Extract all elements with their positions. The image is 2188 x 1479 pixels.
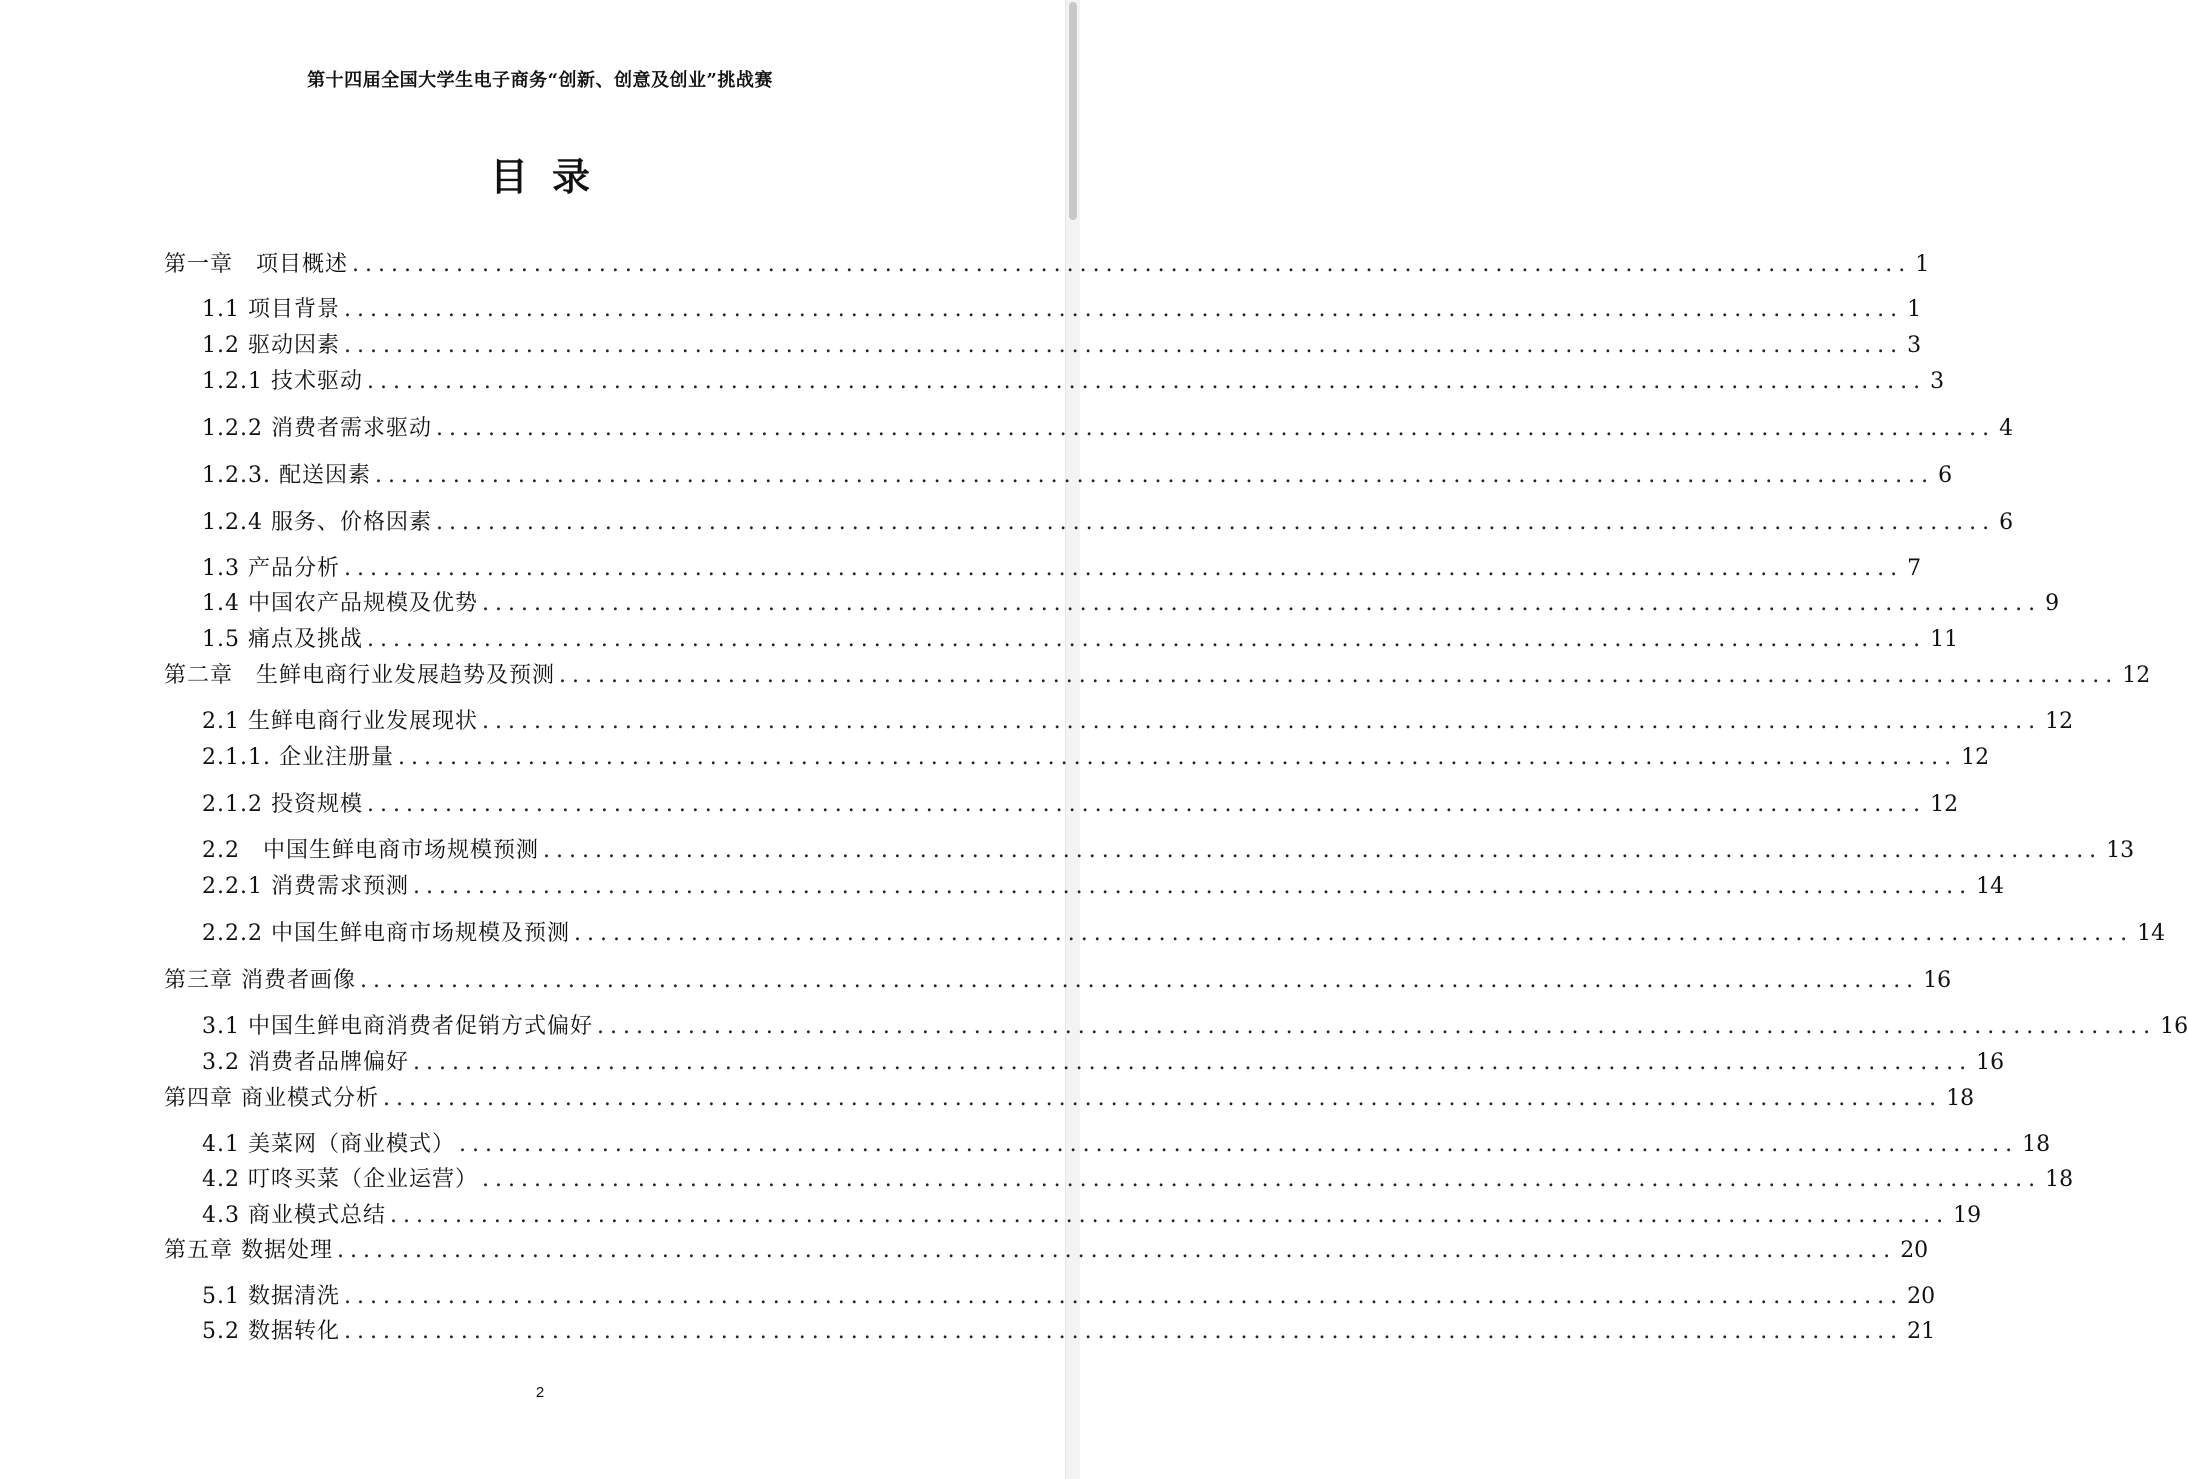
toc-leader-dots: ........................................................................................................................ bbox=[366, 627, 1927, 652]
toc-entry[interactable] bbox=[0, 623, 1959, 657]
toc-entry-page: 20 bbox=[1900, 1238, 1929, 1263]
toc-entry-page: 18 bbox=[2022, 1132, 2051, 1157]
toc-entry[interactable] bbox=[0, 552, 1922, 586]
toc-entry-label: 2.2 中国生鲜电商市场规模预测 bbox=[202, 838, 539, 863]
toc-leader-dots: ........................................................................................................................ bbox=[596, 1014, 2157, 1039]
toc-leader-dots: ........................................................................................................................ bbox=[352, 252, 1912, 277]
toc-entry[interactable] bbox=[0, 248, 1930, 282]
toc-entry-label: 1.2 驱动因素 bbox=[202, 333, 340, 358]
toc-leader-dots: ........................................................................................................................ bbox=[481, 591, 2042, 616]
toc-entry-page: 16 bbox=[1976, 1050, 2005, 1075]
toc-leader-dots: ........................................................................................................................ bbox=[366, 369, 1927, 394]
toc-entry-label: 第三章 消费者画像 bbox=[164, 968, 356, 993]
toc-entry-page: 12 bbox=[2122, 663, 2151, 688]
toc-entry-page: 3 bbox=[1907, 333, 1922, 358]
toc-entry[interactable] bbox=[0, 1046, 2005, 1080]
toc-entry-label: 1.3 产品分析 bbox=[202, 556, 340, 581]
toc-entry-page: 11 bbox=[1930, 627, 1959, 652]
toc-leader-dots: ........................................................................................................................ bbox=[559, 663, 2119, 688]
toc-entry-label: 第四章 商业模式分析 bbox=[164, 1086, 379, 1111]
toc-leader-dots: ........................................................................................................................ bbox=[383, 1086, 1943, 1111]
toc-leader-dots: ........................................................................................................................ bbox=[343, 333, 1904, 358]
toc-entry-page: 7 bbox=[1907, 556, 1922, 581]
toc-entry[interactable] bbox=[0, 741, 1990, 775]
toc-entry[interactable] bbox=[0, 1010, 2188, 1044]
toc-leader-dots: ........................................................................................................................ bbox=[397, 745, 1958, 770]
toc-leader-dots: ........................................................................................................................ bbox=[343, 1284, 1904, 1309]
toc-entry[interactable] bbox=[0, 788, 1959, 822]
toc-leader-dots: ........................................................................................................................ bbox=[374, 463, 1935, 488]
toc-leader-dots: ........................................................................................................................ bbox=[343, 1319, 1904, 1344]
toc-entry-label: 1.2.3. 配送因素 bbox=[202, 463, 371, 488]
toc-entry-label: 3.1 中国生鲜电商消费者促销方式偏好 bbox=[202, 1014, 593, 1039]
toc-leader-dots: ........................................................................................................................ bbox=[412, 874, 1973, 899]
toc-entry-label: 5.2 数据转化 bbox=[202, 1319, 340, 1344]
toc-leader-dots: ........................................................................................................................ bbox=[435, 510, 1996, 535]
toc-leader-dots: ........................................................................................................................ bbox=[543, 838, 2103, 863]
toc-leader-dots: ........................................................................................................................ bbox=[343, 297, 1904, 322]
toc-leader-dots: ........................................................................................................................ bbox=[412, 1050, 1973, 1075]
toc-entry-page: 12 bbox=[1961, 745, 1990, 770]
toc-entry-label: 1.2.2 消费者需求驱动 bbox=[202, 416, 432, 441]
toc-leader-dots: ........................................................................................................................ bbox=[389, 1203, 1950, 1228]
toc-entry[interactable] bbox=[0, 1199, 1982, 1233]
toc-entry-page: 6 bbox=[1999, 510, 2014, 535]
toc-leader-dots: ........................................................................................................................ bbox=[337, 1238, 1897, 1263]
toc-entry-label: 1.5 痛点及挑战 bbox=[202, 627, 363, 652]
toc-entry-page: 18 bbox=[1946, 1086, 1975, 1111]
toc-entry[interactable] bbox=[0, 659, 2151, 693]
toc-entry-page: 13 bbox=[2106, 838, 2135, 863]
toc-entry-label: 1.2.4 服务、价格因素 bbox=[202, 510, 432, 535]
toc-entry-page: 9 bbox=[2045, 591, 2060, 616]
toc-entry-label: 2.1.2 投资规模 bbox=[202, 792, 363, 817]
toc-entry[interactable] bbox=[0, 506, 2014, 540]
toc-entry-page: 1 bbox=[1907, 297, 1922, 322]
toc-entry[interactable] bbox=[0, 587, 2060, 621]
toc-entry-page: 19 bbox=[1953, 1203, 1982, 1228]
toc-entry-page: 20 bbox=[1907, 1284, 1936, 1309]
toc-entry-page: 12 bbox=[1930, 792, 1959, 817]
toc-leader-dots: ........................................................................................................................ bbox=[481, 1167, 2042, 1192]
toc-leader-dots: ........................................................................................................................ bbox=[573, 921, 2134, 946]
toc-leader-dots: ........................................................................................................................ bbox=[366, 792, 1927, 817]
toc-entry-label: 2.1 生鲜电商行业发展现状 bbox=[202, 709, 478, 734]
toc-entry-label: 第五章 数据处理 bbox=[164, 1238, 333, 1263]
toc-entry[interactable] bbox=[0, 329, 1922, 363]
toc-entry-label: 第一章 项目概述 bbox=[164, 252, 349, 277]
toc-entry-label: 3.2 消费者品牌偏好 bbox=[202, 1050, 409, 1075]
toc-entry[interactable] bbox=[0, 1163, 2074, 1197]
toc-entry[interactable] bbox=[0, 705, 2074, 739]
toc-entry[interactable] bbox=[0, 1234, 1929, 1268]
toc-entry-label: 4.1 美菜网（商业模式） bbox=[202, 1132, 455, 1157]
page-header: 第十四届全国大学生电子商务“创新、创意及创业”挑战赛 bbox=[307, 70, 773, 91]
toc-entry[interactable] bbox=[0, 1128, 2051, 1162]
toc-entry-page: 16 bbox=[1923, 968, 1952, 993]
toc-leader-dots: ........................................................................................................................ bbox=[435, 416, 1996, 441]
toc-entry-label: 1.4 中国农产品规模及优势 bbox=[202, 591, 478, 616]
toc-entry-label: 1.2.1 技术驱动 bbox=[202, 369, 363, 394]
toc-entry[interactable] bbox=[0, 1280, 1936, 1314]
toc-entry-label: 1.1 项目背景 bbox=[202, 297, 340, 322]
toc-leader-dots: ........................................................................................................................ bbox=[343, 556, 1904, 581]
toc-entry[interactable] bbox=[0, 1315, 1936, 1349]
toc-entry-page: 6 bbox=[1938, 463, 1953, 488]
toc-entry-label: 2.2.2 中国生鲜电商市场规模及预测 bbox=[202, 921, 570, 946]
toc-entry-page: 16 bbox=[2160, 1014, 2188, 1039]
toc-entry[interactable] bbox=[0, 412, 2014, 446]
toc-entry-page: 14 bbox=[2137, 921, 2166, 946]
toc-entry[interactable] bbox=[0, 365, 1945, 399]
toc-entry[interactable] bbox=[0, 917, 2166, 951]
toc-entry[interactable] bbox=[0, 834, 2135, 868]
toc-entry-label: 4.2 叮咚买菜（企业运营） bbox=[202, 1167, 478, 1192]
toc-entry-page: 12 bbox=[2045, 709, 2074, 734]
toc-entry[interactable] bbox=[0, 1082, 1975, 1116]
toc-entry[interactable] bbox=[0, 293, 1922, 327]
toc-entry-label: 2.2.1 消费需求预测 bbox=[202, 874, 409, 899]
toc-leader-dots: ........................................................................................................................ bbox=[481, 709, 2042, 734]
toc-leader-dots: ........................................................................................................................ bbox=[458, 1132, 2019, 1157]
toc-entry-label: 5.1 数据清洗 bbox=[202, 1284, 340, 1309]
toc-entry-page: 1 bbox=[1915, 252, 1930, 277]
toc-title: 目录 bbox=[489, 154, 614, 199]
toc-entry[interactable] bbox=[0, 964, 1952, 998]
toc-entry-label: 4.3 商业模式总结 bbox=[202, 1203, 386, 1228]
toc-entry[interactable] bbox=[0, 459, 1953, 493]
toc-entry-page: 21 bbox=[1907, 1319, 1936, 1344]
toc-entry-page: 3 bbox=[1930, 369, 1945, 394]
toc-entry-label: 2.1.1. 企业注册量 bbox=[202, 745, 394, 770]
toc-entry-label: 第二章 生鲜电商行业发展趋势及预测 bbox=[164, 663, 556, 688]
toc-entry-page: 18 bbox=[2045, 1167, 2074, 1192]
toc-entry-page: 14 bbox=[1976, 874, 2005, 899]
toc-entry-page: 4 bbox=[1999, 416, 2014, 441]
toc-leader-dots: ........................................................................................................................ bbox=[360, 968, 1920, 993]
toc-entry[interactable] bbox=[0, 870, 2005, 904]
page-number: 2 bbox=[535, 1384, 545, 1401]
